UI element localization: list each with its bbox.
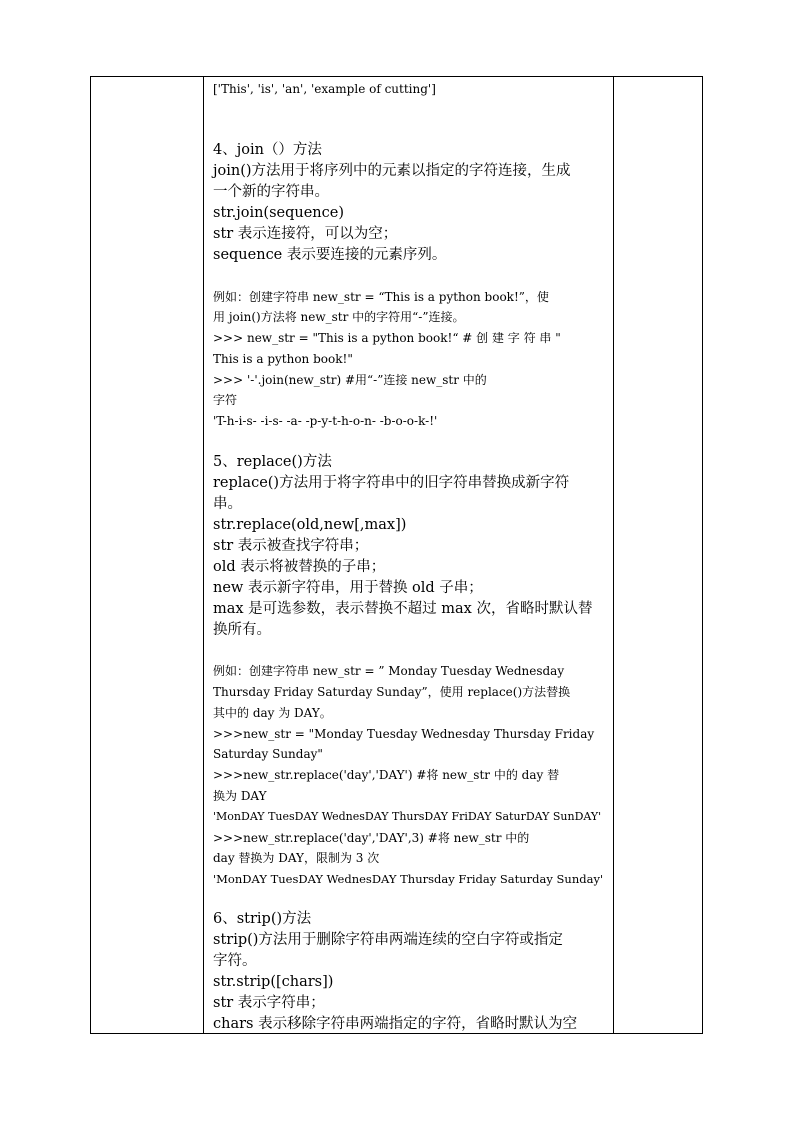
paragraph-line: join()方法用于将序列中的元素以指定的字符连接，生成 (213, 163, 571, 179)
paragraph-line: 字符。 (213, 953, 257, 969)
param-line: str 表示被查找字符串； (213, 538, 369, 554)
column-divider-left (203, 77, 204, 1033)
param-line: new 表示新字符串，用于替换 old 子串； (213, 580, 483, 596)
param-line: str 表示连接符，可以为空； (213, 226, 398, 242)
code-output: 'T-h-i-s- -i-s- -a- -p-y-t-h-o-n- -b-o-o-k-!' (213, 414, 438, 428)
param-line: str 表示字符串； (213, 995, 325, 1011)
syntax-line: str.join(sequence) (213, 205, 344, 221)
param-line: 换所有。 (213, 622, 271, 638)
code-line: day 替换为 DAY，限制为 3 次 (213, 851, 380, 865)
param-line: sequence 表示要连接的元素序列。 (213, 247, 447, 263)
example-line: 例如：创建字符串 new_str = “This is a python book!”，使 (213, 290, 549, 304)
syntax-line: str.replace(old,new[,max]) (213, 517, 407, 533)
code-line: >>> new_str = "This is a python book!“ # 创 建 字 符 串 " (213, 331, 561, 345)
code-output: 'MonDAY TuesDAY WednesDAY Thursday Friday Saturday Sunday' (213, 872, 604, 886)
section-heading: 6、strip()方法 (213, 911, 312, 927)
code-line: This is a python book!" (213, 352, 353, 366)
code-line: >>>new_str.replace('day','DAY',3) #将 new_str 中的 (213, 831, 530, 845)
section-heading: 5、replace()方法 (213, 454, 332, 470)
section-heading: 4、join（）方法 (213, 142, 322, 158)
code-line: 换为 DAY (213, 789, 267, 803)
code-line: 字符 (213, 393, 238, 407)
code-output: ['This', 'is', 'an', 'example of cutting'] (213, 82, 436, 96)
example-line: 例如：创建字符串 new_str = ” Monday Tuesday Wednesday (213, 664, 565, 678)
paragraph-line: replace()方法用于将字符串中的旧字符串替换成新字符 (213, 475, 570, 491)
example-line: 其中的 day 为 DAY。 (213, 706, 332, 720)
code-line: Saturday Sunday" (213, 747, 323, 761)
code-line: >>>new_str = "Monday Tuesday Wednesday Thursday Friday (213, 727, 595, 741)
code-output: 'MonDAY TuesDAY WednesDAY ThursDAY FriDAY SaturDAY SunDAY' (213, 810, 602, 823)
paragraph-line: 串。 (213, 496, 242, 512)
param-line: chars 表示移除字符串两端指定的字符，省略时默认为空 (213, 1016, 578, 1032)
document-table (90, 76, 703, 1034)
code-line: >>> '-'.join(new_str) #用“-”连接 new_str 中的 (213, 373, 487, 387)
example-line: Thursday Friday Saturday Sunday”，使用 replace()方法替换 (213, 685, 571, 699)
paragraph-line: 一个新的字符串。 (213, 184, 329, 200)
param-line: max 是可选参数，表示替换不超过 max 次，省略时默认替 (213, 601, 593, 617)
syntax-line: str.strip([chars]) (213, 974, 334, 990)
example-line: 用 join()方法将 new_str 中的字符用“-”连接。 (213, 310, 465, 324)
paragraph-line: strip()方法用于删除字符串两端连续的空白字符或指定 (213, 932, 563, 948)
column-divider-right (613, 77, 614, 1033)
code-line: >>>new_str.replace('day','DAY') #将 new_str 中的 day 替 (213, 768, 560, 782)
param-line: old 表示将被替换的子串； (213, 559, 386, 575)
